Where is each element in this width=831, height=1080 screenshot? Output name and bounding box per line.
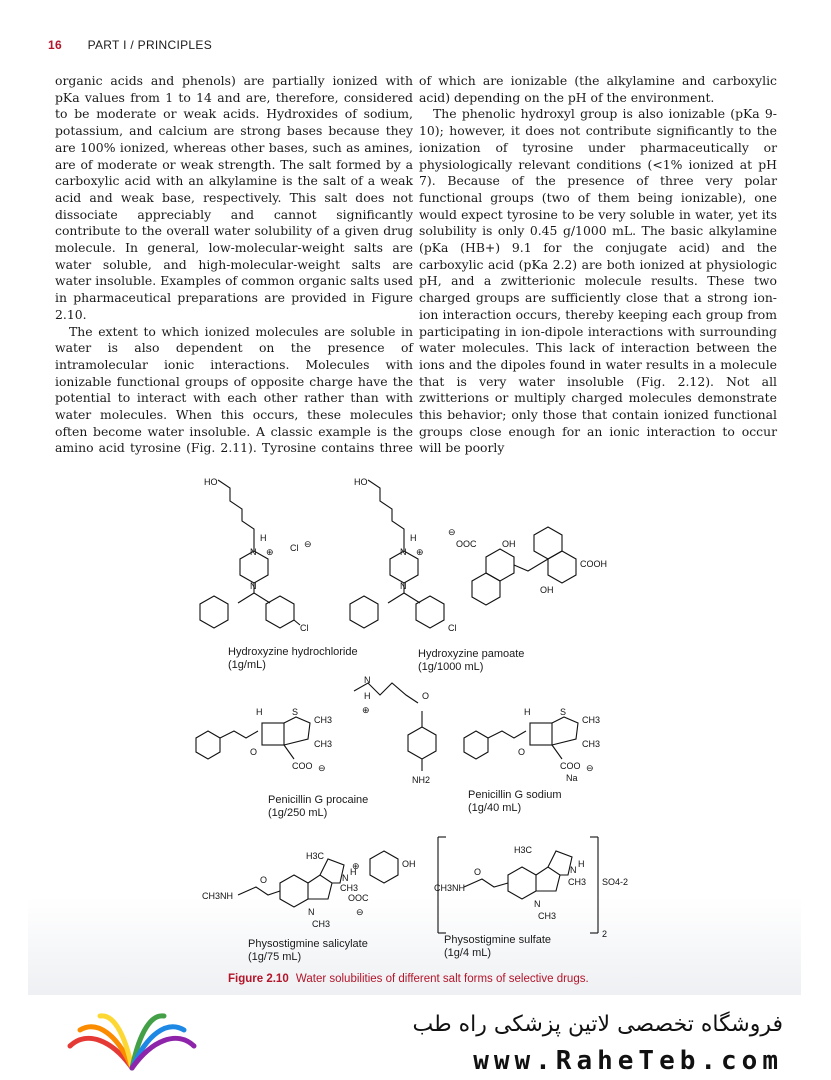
atom-label: OH [502,539,516,549]
atom-label: N [400,581,407,591]
atom-label: CH3 [312,919,331,929]
drug-name: Hydroxyzine pamoate [418,648,525,660]
atom-label: H [256,707,263,717]
atom-label: COOH [580,559,607,569]
atom-label: O [250,747,258,757]
store-footer [0,1000,831,1080]
atom-label: Na [566,773,578,783]
atom-label: CH3 [582,715,601,725]
atom-label: S [560,707,567,717]
atom-label: H [524,707,531,717]
atom-label: H [410,533,417,543]
running-header [48,38,212,52]
drug-solubility: (1g/1000 mL) [418,661,484,673]
paragraph: The extent to which ionized molecules are soluble in water is also dependent on the presence of intramolecular ionic interactions. Molecules with ionizable functional groups of opposite charge have the potential to interact with each other rather than with water molecules. When this occurs, these molecules often become water insoluble. A classic example is the amino acid tyrosine (Fig. 2.11). Tyrosine contains three [55,323,413,456]
atom-label: O [422,691,430,701]
atom-label: H3C [306,851,325,861]
drug-label-physostigmine-salicylate [248,938,368,964]
book-logo-icon [62,1000,202,1080]
atom-label: O [474,867,482,877]
atom-label: Cl [300,623,309,633]
atom-label: N [342,873,349,883]
drug-label-hydroxyzine-pamoate [418,648,524,674]
atom-label: N [364,675,371,685]
paragraph: organic acids and phenols) are partially ionized with pKa values from 1 to 14 and are, therefore, considered to be moderate or weak acids. Hydroxides of sodium, potassium, and calcium are strong bases because they are 100% ionized, whereas other bases, such as amines, are of moderate or weak strength. The salt formed by a carboxylic acid with an alkylamine is the salt of a weak acid and weak base, respectively. This salt does not dissociate appreciably and cannot significantly contribute to the overall water solubility of a given drug molecule. In general, low-molecular-weight salts are water soluble, and high-molecular-weight salts are water insoluble. Examples of common organic salts used in pharmaceutical preparations are provided in Figure 2.10. [55,73,413,322]
caption-label: Figure 2.10 [228,973,289,985]
drug-label-hydroxyzine-hcl [228,646,358,672]
drug-solubility: (1g/40 mL) [468,802,522,814]
figure-caption [228,973,589,985]
drug-label-penicillin-g-procaine [268,794,368,820]
atom-label: OH [540,585,554,595]
charge-symbol: ⊖ [318,763,326,773]
charge-symbol: ⊖ [356,907,364,917]
charge-symbol: ⊕ [362,705,370,715]
chemical-structures [28,455,801,955]
drug-name: Physostigmine sulfate [444,934,551,946]
atom-label: H3C [514,845,533,855]
atom-label: H [364,691,371,701]
drug-name: Physostigmine salicylate [248,938,368,950]
drug-name: Penicillin G sodium [468,789,562,801]
atom-label: O [518,747,526,757]
atom-label: O [260,875,268,885]
atom-label: CH3 [538,911,557,921]
drug-solubility: (1g/75 mL) [248,951,302,963]
atom-label: CH3 [582,739,601,749]
charge-symbol: ⊖ [448,527,456,537]
atom-label: CH3 [340,883,359,893]
drug-label-physostigmine-sulfate [444,934,551,960]
atom-label: NH2 [412,775,431,785]
caption-text: Water solubilities of different salt forms of selective drugs. [295,973,589,985]
atom-label: Cl [448,623,457,633]
atom-label: CH3 [568,877,587,887]
atom-label: COO [560,761,581,771]
atom-label: N [534,899,541,909]
atom-label: CH3 [314,739,333,749]
left-text-column [55,73,413,474]
atom-label: CH3NH [434,883,466,893]
atom-label: 2 [602,929,608,939]
atom-label: COO [292,761,313,771]
figure-2-10 [28,455,801,995]
atom-label: HO [204,477,218,487]
atom-label: N [400,547,407,557]
store-name: فروشگاه تخصصی لاتین پزشکی راه طب [412,1012,783,1037]
atom-label: HO [354,477,368,487]
charge-symbol: ⊕ [352,861,360,871]
charge-symbol: ⊕ [266,547,274,557]
atom-label: OH [402,859,416,869]
right-text-column [419,73,777,457]
drug-solubility: (1g/250 mL) [268,807,328,819]
atom-label: SO4-2 [602,877,629,887]
charge-symbol: ⊕ [416,547,424,557]
paragraph: The phenolic hydroxyl group is also ionizable (pKa 9-10); however, it does not contribute significantly to the ionization of tyrosine under pharmaceutically or physiologically relevant conditions (<1% ionized at pH 7). Because of the presence of three very polar functional groups (two of them being ionizable), one would expect tyrosine to be very soluble in water, yet its solubility is only 0.45 g/1000 mL. The basic alkylamine (pKa (HB+) 9.1 for the conjugate acid) and the carboxylic acid (pKa 2.2) are both ionized at physiologic pH, and a zwitterionic molecule results. These two charged groups are sufficiently close that a strong ion-ion interaction occurs, thereby keeping each group from participating in ion-dipole interactions with surrounding water molecules. This lack of interaction between the ions and the dipoles found in water results in a molecule that is very water insoluble (Fig. 2.12). Not all zwitterions or multiply charged molecules demonstrate this behavior; only those that contain ionized functional groups close enough for an ionic interaction to occur will be poorly [419,106,777,456]
drug-solubility: (1g/mL) [228,659,266,671]
drug-label-penicillin-g-sodium [468,789,562,815]
drug-solubility: (1g/4 mL) [444,947,492,959]
store-url: www.RaheTeb.com [473,1046,783,1076]
atom-label: Cl [290,543,299,553]
atom-label: H [350,867,357,877]
charge-symbol: ⊖ [304,539,312,549]
atom-label: OOC [348,893,369,903]
atom-label: N [570,865,577,875]
atom-label: CH3 [314,715,333,725]
atom-label: OOC [456,539,477,549]
atom-label: H [578,859,585,869]
atom-label: N [308,907,315,917]
atom-label: CH3NH [202,891,234,901]
drug-name: Penicillin G procaine [268,794,369,806]
part-title: PART I / PRINCIPLES [87,38,212,52]
atom-label: N [250,547,257,557]
charge-symbol: ⊖ [586,763,594,773]
page-number: 16 [48,38,62,52]
paragraph: of which are ionizable (the alkylamine and carboxylic acid) depending on the pH of the environment. [419,73,777,105]
atom-label: H [260,533,267,543]
drug-name: Hydroxyzine hydrochloride [228,646,358,658]
atom-label: S [292,707,299,717]
atom-label: N [250,581,257,591]
